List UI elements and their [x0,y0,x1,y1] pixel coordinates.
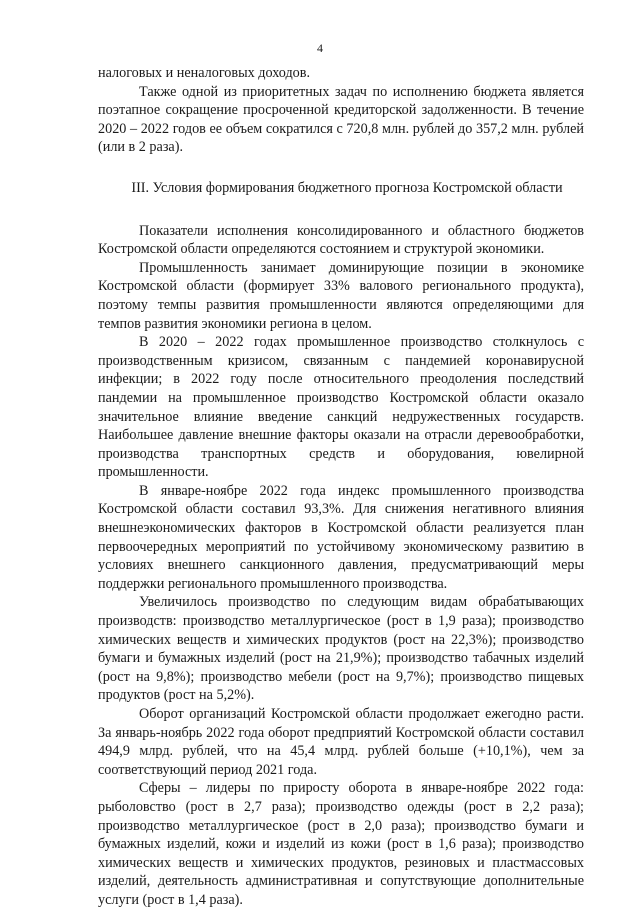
paragraph-budget-indicators: Показатели исполнения консолидированного и областного бюджетов Костромской области определяются состоянием и структурой экономики. [98,222,584,258]
paragraph-turnover-leaders: Сферы – лидеры по приросту оборота в январе-ноябре 2022 года: рыболовство (рост в 2,7 раза); производство одежды (рост в 2,2 раза); производство металлургическое (рост в 2,0 раза); производство бумаги и бумажных изделий, кожи и изделий из кожи (рост в 1,6 раза); производство химических веществ и химических продуктов, резиновых и пластмассовых изделий, деятельность административная и сопутствующие дополнительные услуги (рост в 1,4 раза). [98,780,584,908]
paragraph-budget-task: Также одной из приоритетных задач по исполнению бюджета является поэтапное сокращение просроченной кредиторской задолженности. В течение 2020 – 2022 годов ее объем сократился с 720,8 млн. рублей до 357,2 млн. рублей (или в 2 раза). [98,83,584,156]
page-number: 4 [317,41,323,55]
paragraph-continuation: налоговых и неналоговых доходов. [98,65,311,81]
paragraph-industry-share: Промышленность занимает доминирующие позиции в экономике Костромской области (формирует 33% валового регионального продукта), поэтому темпы развития промышленности являются определяющими для темпов развития экономики региона в целом. [98,259,584,332]
paragraph-industry-crisis: В 2020 – 2022 годах промышленное производство столкнулось с производственным кризисом, связанным с пандемией коронавирусной инфекции; в 2022 году после относительного преодоления последствий пандемии на промышленное производство Костромской области оказало значительное влияние введение санкций недружественных государств. Наибольшее давление внешние факторы оказали на отрасли деревообработки, производства транспортных средств и оборудования, ювелирной промышленности. [98,334,584,481]
document-body [98,64,584,910]
section-heading: III. Условия формирования бюджетного прогноза Костромской области [131,179,563,196]
paragraph-turnover: Оборот организаций Костромской области продолжает ежегодно расти. За январь-ноябрь 2022 года оборот предприятий Костромской области составил 494,9 млрд. рублей, что на 45,4 млрд. рублей больше (+10,1%), чем за соответствующий период 2021 года. [98,706,584,778]
paragraph-production-index: В январе-ноябре 2022 года индекс промышленного производства Костромской области составил 93,3%. Для снижения негативного влияния внешнеэкономических факторов в Костромской области реализуется план первоочередных мероприятий по устойчивому экономическому развитию в условиях внешнего санкционного давления, предусматривающий меры поддержки регионального промышленного производства. [98,482,584,592]
paragraph-production-growth: Увеличилось производство по следующим видам обрабатывающих производств: производство металлургическое (рост в 1,9 раза); производство химических веществ и химических продуктов (рост на 22,3%); производство бумаги и бумажных изделий (рост на 21,9%); производство табачных изделий (рост на 9,8%); производство мебели (рост на 9,7%); производство пищевых продуктов (рост на 5,2%). [98,594,584,704]
